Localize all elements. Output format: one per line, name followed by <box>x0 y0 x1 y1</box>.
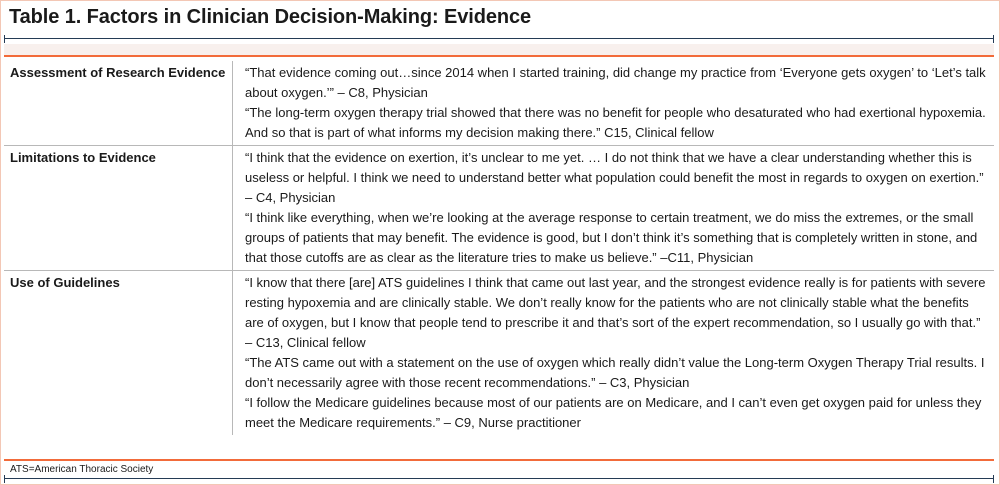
title-rule <box>4 38 994 39</box>
row-category: Assessment of Research Evidence <box>4 61 233 146</box>
quote: “That evidence coming out…since 2014 when I started training, did change my practice from ‘Everyone gets oxygen’ to ‘Let’s talk about oxygen.’” – C8, Physician <box>245 65 986 100</box>
footer-rule-right-cap <box>993 475 994 483</box>
quote: “I follow the Medicare guidelines because most of our patients are on Medicare, and I can’t even get oxygen paid for unless they meet the Medicare requirements.” – C9, Nurse practitioner <box>245 395 982 430</box>
table-row <box>4 146 994 271</box>
row-quotes <box>233 146 995 271</box>
row-quotes <box>233 61 995 146</box>
quote: “I know that there [are] ATS guidelines I think that came out last year, and the strongest evidence really is for patients with severe resting hypoxemia and are clinically stable. We don’t really know for the patients who are not clinically stable what the benefits are of oxygen, but I know that people tend to prescribe it and that’s sort of the expert recommendation, so I usually go with that.” – C13, Clinical fellow <box>245 275 986 350</box>
row-category: Limitations to Evidence <box>4 146 233 271</box>
table-bottom-rule <box>4 459 994 461</box>
row-quotes <box>233 271 995 436</box>
footer-rule-left-cap <box>4 475 5 483</box>
quote: “The ATS came out with a statement on the use of oxygen which really didn’t value the Long-term Oxygen Therapy Trial results. I don’t necessarily agree with those recent recommendations.” – C3, Physician <box>245 355 985 390</box>
table-row <box>4 271 994 436</box>
quote: “I think that the evidence on exertion, it’s unclear to me yet. … I do not think that we have a clear understanding whether this is useless or helpful. I think we need to understand better what population could benefit the most in regards to oxygen on exertion.” – C4, Physician <box>245 150 984 205</box>
row-category: Use of Guidelines <box>4 271 233 436</box>
quote: “The long-term oxygen therapy trial showed that there was no benefit for people who desaturated who had exertional hypoxemia. And so that is part of what informs my decision making there.” C15, Clinical fellow <box>245 105 986 140</box>
footer-rule <box>4 478 994 479</box>
quote: “I think like everything, when we’re looking at the average response to certain treatment, we do miss the extremes, or the small groups of patients that may benefit. The evidence is good, but I don’t think it’s something that is completely written in stone, and that those cutoffs are as clear as the literature tries to make us believe.” –C11, Physician <box>245 210 978 265</box>
header-band <box>4 44 994 55</box>
title-rule-right-cap <box>993 35 994 43</box>
title-rule-left-cap <box>4 35 5 43</box>
table-top-rule <box>4 55 994 57</box>
table-title: Table 1. Factors in Clinician Decision-Making: Evidence <box>9 6 532 28</box>
footnote: ATS=American Thoracic Society <box>10 464 154 475</box>
table-row <box>4 61 994 146</box>
evidence-table <box>4 61 994 435</box>
